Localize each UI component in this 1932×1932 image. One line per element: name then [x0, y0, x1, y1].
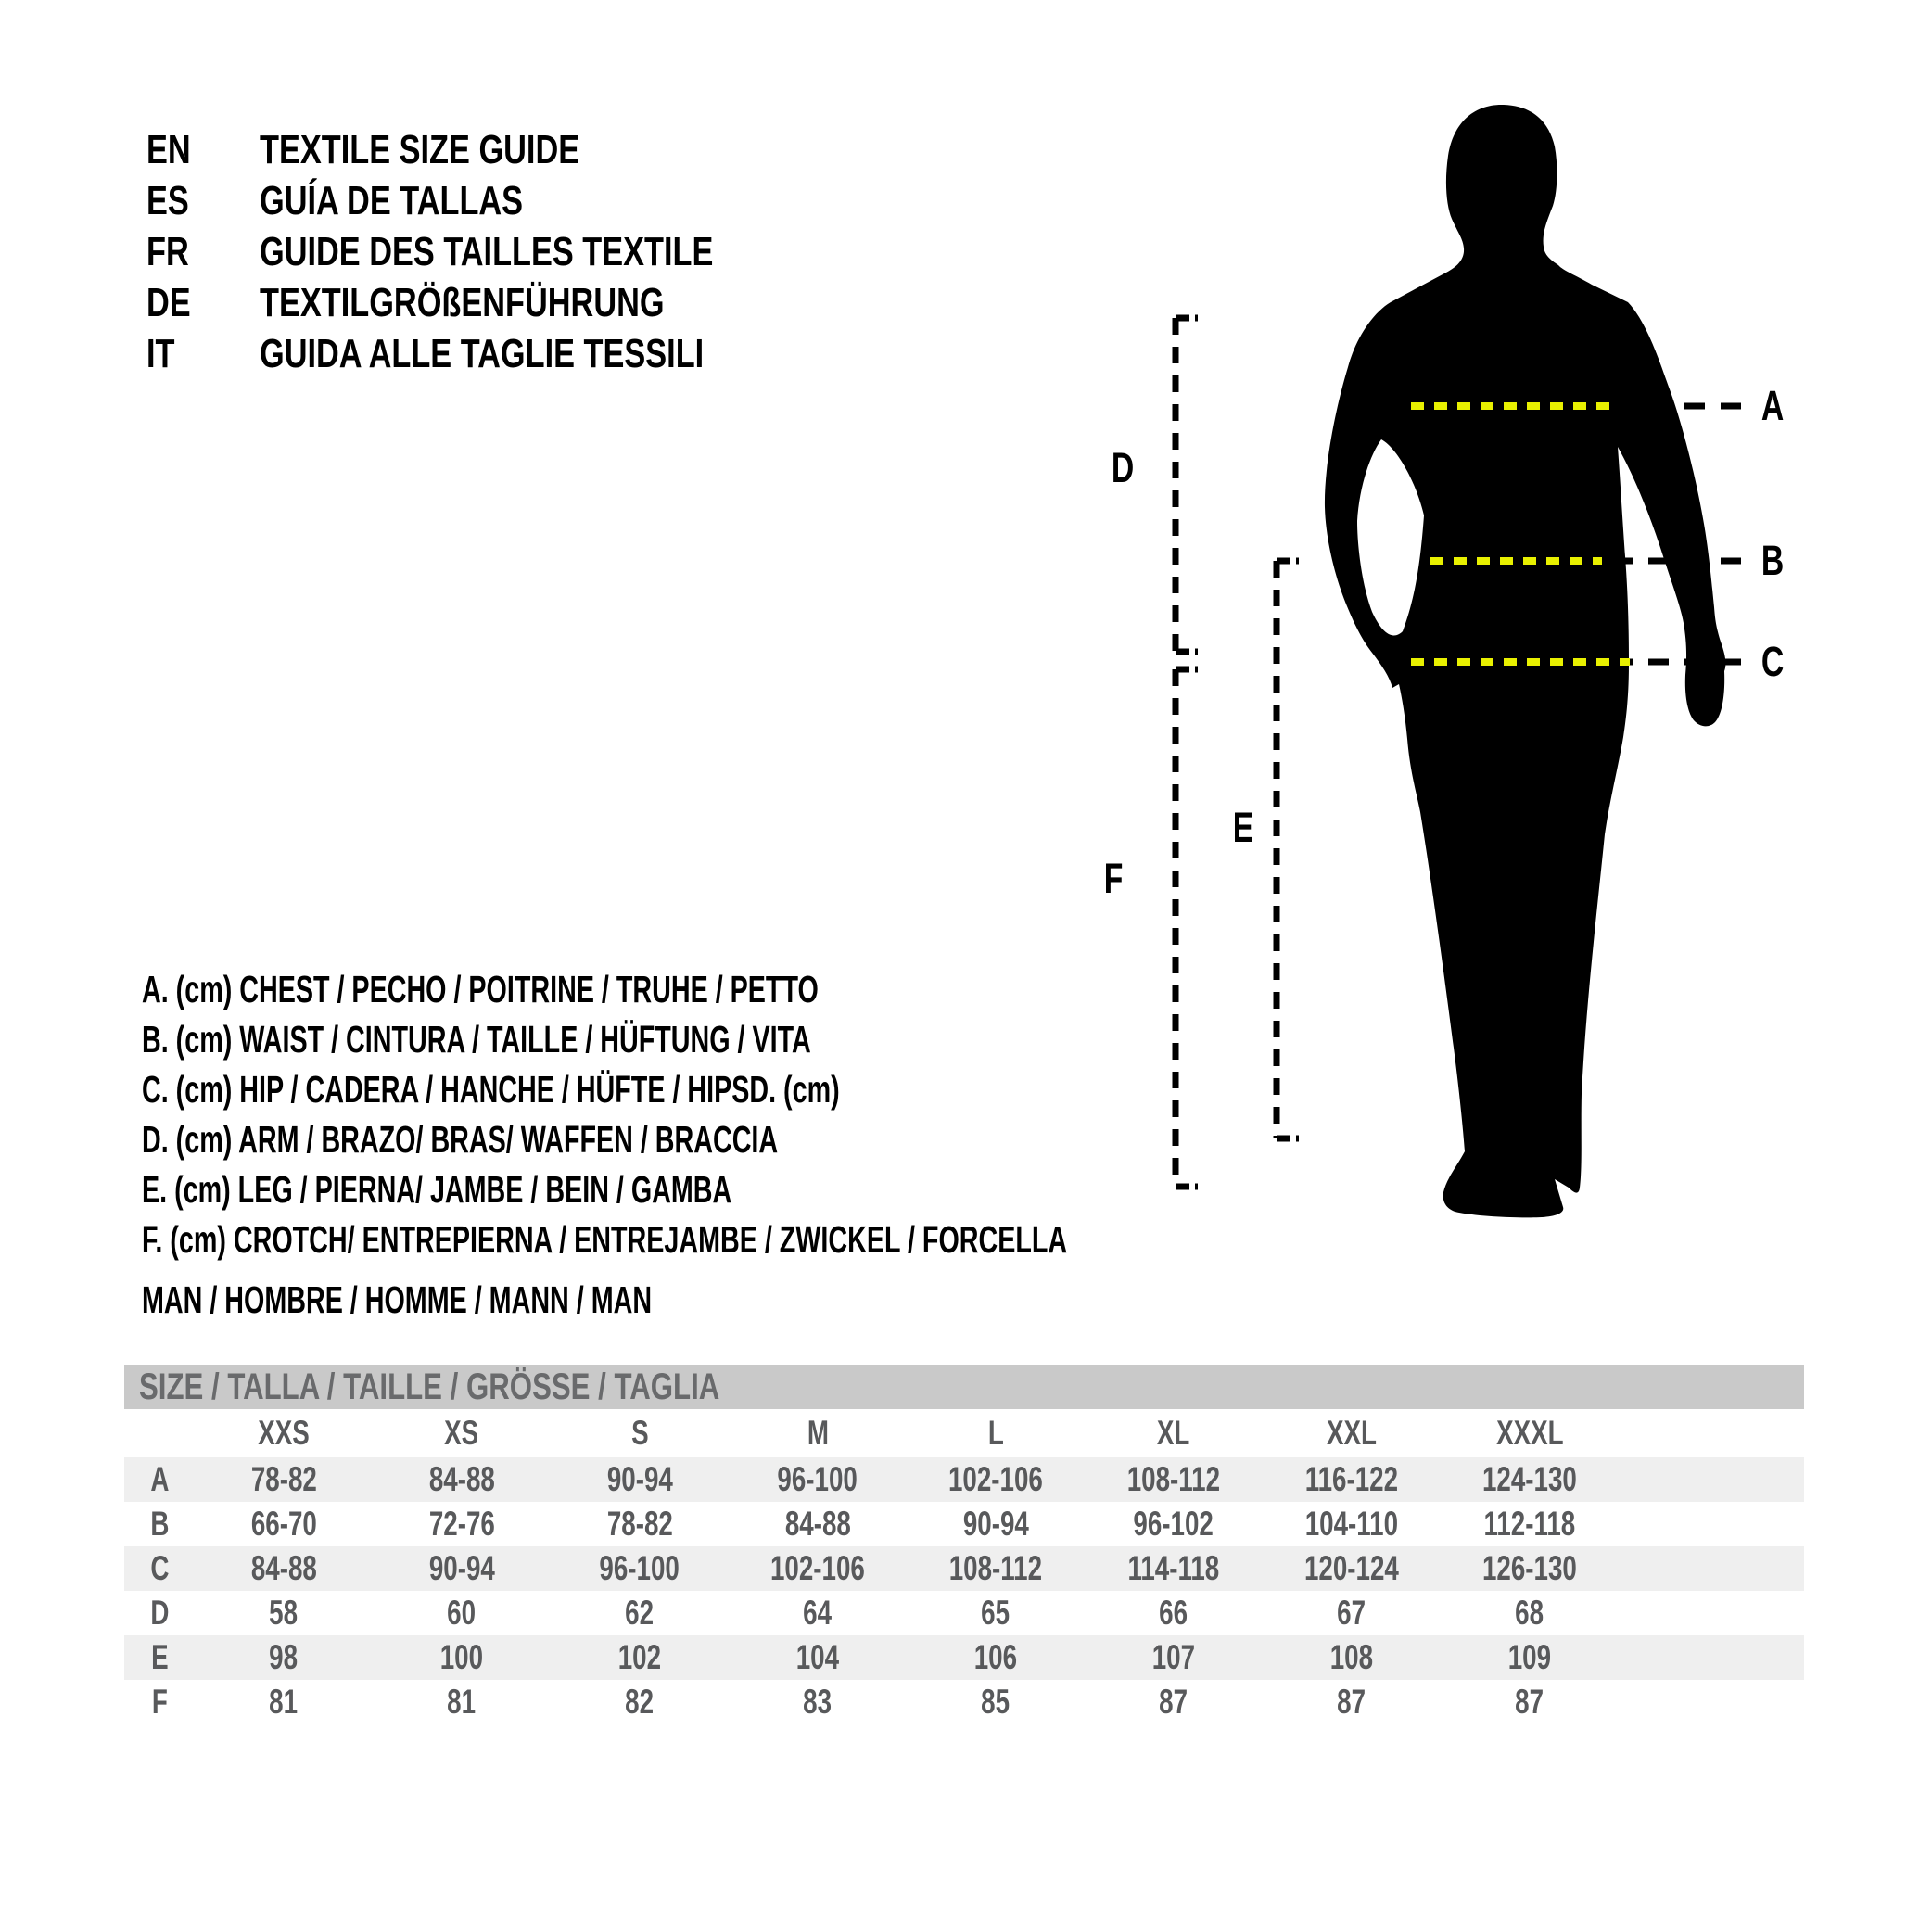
crotch-label: F [1103, 855, 1124, 902]
size-value: 84-88 [428, 1460, 495, 1498]
size-column-header: L [987, 1414, 1004, 1452]
size-table-row [124, 1546, 1804, 1591]
category-text: MAN / HOMBRE / HOMME / MANN / MAN [142, 1278, 653, 1321]
size-value: 60 [447, 1594, 477, 1632]
size-value: 62 [625, 1594, 655, 1632]
size-table-row [124, 1635, 1804, 1680]
size-column-header: XL [1157, 1414, 1190, 1452]
measurement-legend [142, 964, 1464, 1265]
size-table [124, 1409, 1804, 1724]
legend-text: B. (cm) WAIST / CINTURA / TAILLE / HÜFTUNG / VITA [142, 1018, 811, 1061]
language-code: FR [146, 229, 189, 274]
legend-line [142, 964, 1464, 1014]
legend-line [142, 1064, 1464, 1114]
size-table-row [124, 1502, 1804, 1546]
size-column-header: XXS [258, 1414, 310, 1452]
size-value: 104 [795, 1638, 840, 1676]
language-title: TEXTILGRÖßENFÜHRUNG [260, 280, 665, 325]
size-value: 120-124 [1304, 1549, 1399, 1587]
measure-row-label: F [151, 1683, 168, 1721]
size-table-row [124, 1591, 1804, 1635]
size-value: 108-112 [1126, 1460, 1221, 1498]
size-table-title: SIZE / TALLA / TAILLE / GRÖSSE / TAGLIA [139, 1366, 720, 1407]
size-value: 81 [269, 1683, 299, 1721]
size-value: 58 [269, 1594, 299, 1632]
size-value: 98 [269, 1638, 299, 1676]
size-columns-row [124, 1409, 1804, 1457]
size-value: 87 [1337, 1683, 1366, 1721]
size-value: 66 [1159, 1594, 1188, 1632]
category-line [142, 1275, 871, 1325]
language-code: ES [146, 178, 189, 223]
size-value: 114-118 [1127, 1549, 1220, 1587]
measure-row-label: C [149, 1549, 170, 1587]
size-value: 106 [973, 1638, 1018, 1676]
size-column-header: XXXL [1495, 1414, 1564, 1452]
size-value: 82 [625, 1683, 655, 1721]
language-code: IT [146, 331, 175, 376]
size-column-header: XS [444, 1414, 479, 1452]
legend-text: F. (cm) CROTCH/ ENTREPIERNA / ENTREJAMBE / ZWICKEL / FORCELLA [142, 1218, 1068, 1261]
language-code: DE [146, 280, 191, 325]
arm-label: D [1111, 444, 1135, 491]
size-value: 90-94 [962, 1505, 1029, 1543]
size-value: 116-122 [1304, 1460, 1399, 1498]
size-column-header: XXL [1327, 1414, 1377, 1452]
hip-label: C [1760, 638, 1785, 685]
size-value: 112-118 [1483, 1505, 1576, 1543]
size-table-row [124, 1457, 1804, 1502]
size-value: 68 [1515, 1594, 1544, 1632]
size-value: 109 [1507, 1638, 1552, 1676]
language-code: EN [146, 127, 191, 172]
size-value: 104-110 [1304, 1505, 1399, 1543]
size-value: 65 [981, 1594, 1010, 1632]
measure-row-label: D [149, 1594, 170, 1632]
size-value: 87 [1159, 1683, 1188, 1721]
legend-text: E. (cm) LEG / PIERNA/ JAMBE / BEIN / GAMBA [142, 1168, 732, 1211]
size-value: 64 [803, 1594, 833, 1632]
size-table-header-band [124, 1365, 1804, 1409]
size-value: 67 [1337, 1594, 1366, 1632]
size-value: 102-106 [948, 1460, 1043, 1498]
size-table-section [124, 1365, 1804, 1724]
size-value: 90-94 [428, 1549, 495, 1587]
size-value: 87 [1515, 1683, 1544, 1721]
size-value: 72-76 [428, 1505, 495, 1543]
legend-text: C. (cm) HIP / CADERA / HANCHE / HÜFTE / HIPSD. (cm) [142, 1068, 840, 1111]
size-value: 96-100 [599, 1549, 680, 1587]
legend-line [142, 1114, 1464, 1164]
waist-label: B [1760, 537, 1785, 584]
size-value: 85 [981, 1683, 1010, 1721]
legend-line [142, 1164, 1464, 1214]
size-value: 124-130 [1482, 1460, 1577, 1498]
size-value: 96-100 [777, 1460, 858, 1498]
size-value: 84-88 [784, 1505, 851, 1543]
legend-text: A. (cm) CHEST / PECHO / POITRINE / TRUHE / PETTO [142, 968, 819, 1010]
size-value: 81 [447, 1683, 477, 1721]
size-value: 83 [803, 1683, 833, 1721]
language-title: GUIDE DES TAILLES TEXTILE [260, 229, 714, 274]
size-value: 96-102 [1133, 1505, 1214, 1543]
size-value: 102 [617, 1638, 662, 1676]
size-value: 108-112 [948, 1549, 1043, 1587]
size-value: 78-82 [250, 1460, 317, 1498]
chest-label: A [1760, 382, 1785, 429]
measure-row-label: E [150, 1638, 169, 1676]
size-table-body [124, 1409, 1804, 1724]
language-title: TEXTILE SIZE GUIDE [260, 127, 580, 172]
language-title: GUIDA ALLE TAGLIE TESSILI [260, 331, 705, 376]
size-value: 66-70 [250, 1505, 317, 1543]
size-value: 90-94 [606, 1460, 673, 1498]
measure-row-label: A [149, 1460, 170, 1498]
size-value: 102-106 [770, 1549, 865, 1587]
size-value: 126-130 [1482, 1549, 1577, 1587]
size-column-header: M [807, 1414, 829, 1452]
legend-line [142, 1214, 1464, 1265]
legend-text: D. (cm) ARM / BRAZO/ BRAS/ WAFFEN / BRACCIA [142, 1118, 779, 1161]
leg-label: E [1232, 804, 1254, 851]
size-table-row [124, 1680, 1804, 1724]
measure-row-label: B [149, 1505, 170, 1543]
legend-line [142, 1014, 1464, 1064]
size-value: 100 [439, 1638, 484, 1676]
size-value: 78-82 [606, 1505, 673, 1543]
size-column-header: S [630, 1414, 649, 1452]
size-value: 84-88 [250, 1549, 317, 1587]
size-value: 107 [1151, 1638, 1196, 1676]
size-value: 108 [1329, 1638, 1374, 1676]
language-title: GUÍA DE TALLAS [260, 178, 524, 223]
